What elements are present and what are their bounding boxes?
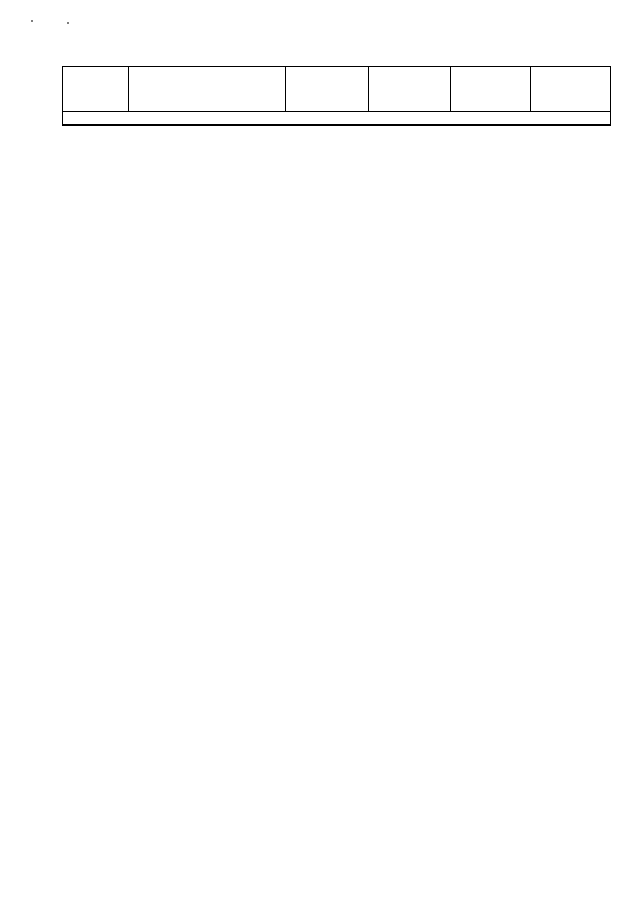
- table-row: [63, 125, 611, 126]
- norm-note-row: [63, 112, 611, 125]
- row-price: [369, 125, 451, 126]
- table-header: [63, 67, 611, 112]
- header-price: [369, 67, 451, 112]
- row-code: [63, 125, 129, 126]
- header-col1: [451, 67, 531, 112]
- norm-note: [63, 112, 611, 125]
- header-col2: [531, 67, 611, 112]
- scan-speck: [67, 22, 69, 24]
- row-unit: [286, 125, 369, 126]
- header-unit: [286, 67, 369, 112]
- header-name: [129, 67, 286, 112]
- resource-table: [62, 66, 611, 126]
- scan-speck: [31, 20, 33, 22]
- header-code: [63, 67, 129, 112]
- row-name: [129, 125, 286, 126]
- row-value-2: [531, 125, 611, 126]
- row-value-1: [451, 125, 531, 126]
